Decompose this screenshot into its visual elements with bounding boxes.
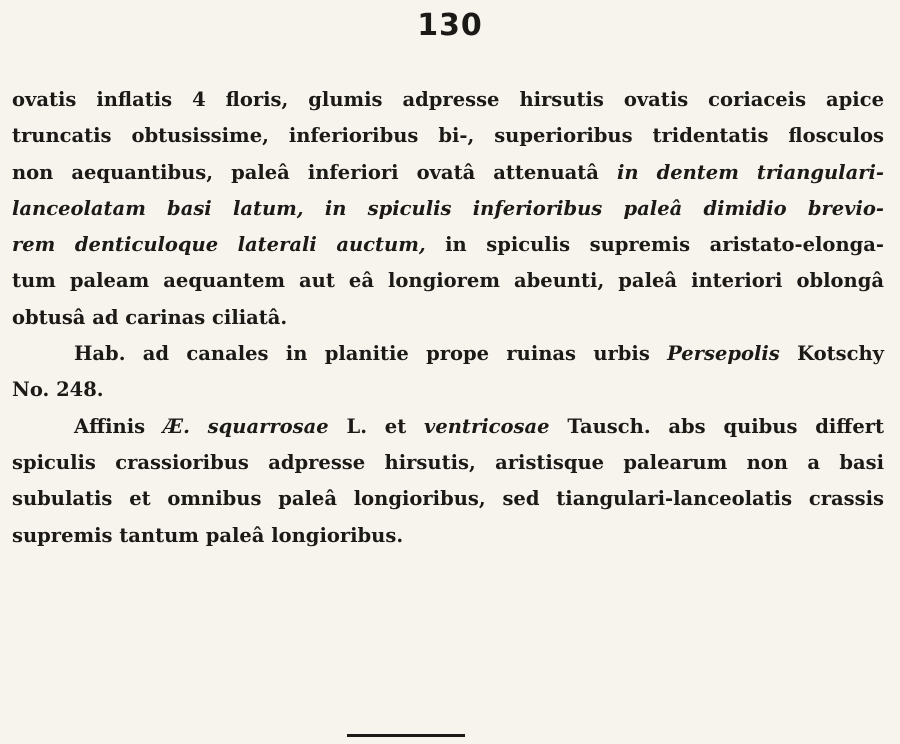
page-number: 130	[417, 8, 483, 43]
text-segment: in spiculis supremis aristato-elonga-	[425, 233, 884, 257]
text-segment: supremis tantum paleâ longioribus.	[12, 523, 404, 547]
text-segment: Tausch. abs quibus differt	[549, 414, 885, 438]
text-segment: subulatis et omnibus paleâ longioribus, sed tiangulari-lanceolatis crassis	[12, 487, 884, 511]
italic-text: lanceolatam basi latum, in spiculis inferioribus paleâ dimidio brevio-	[12, 196, 884, 220]
text-line	[12, 445, 884, 481]
text-segment: truncatis obtusissime, inferioribus bi-, superioribus tridentatis flosculos	[12, 124, 884, 148]
text-segment: L. et	[328, 414, 425, 438]
text-line	[12, 518, 884, 554]
italic-text: ventricosae	[424, 414, 550, 438]
text-segment: non aequantibus, paleâ inferiori ovatâ attenuatâ	[12, 160, 617, 184]
italic-text: Persepolis	[667, 342, 780, 366]
text-segment: No. 248.	[12, 378, 104, 402]
text-segment: tum paleam aequantem aut eâ longiorem abeunti, paleâ interiori oblongâ	[12, 269, 884, 293]
text-segment: Hab. ad canales in planitie prope ruinas urbis	[74, 342, 668, 366]
text-line	[12, 227, 884, 263]
text-segment: ovatis inflatis 4 floris, glumis adpresse hirsutis ovatis coriaceis apice	[12, 88, 884, 111]
text-line	[12, 481, 884, 517]
text-line	[12, 336, 884, 372]
text-line	[12, 155, 884, 191]
text-line	[12, 372, 884, 408]
text-line	[12, 82, 884, 118]
text-segment: Affinis	[74, 414, 163, 438]
italic-text: in dentem triangulari-	[616, 160, 885, 184]
text-line	[12, 300, 884, 336]
text-line	[12, 118, 884, 154]
text-segment: spiculis crassioribus adpresse hirsutis, aristisque palearum non a basi	[12, 450, 884, 474]
text-line	[12, 191, 884, 227]
text-segment: obtusâ ad carinas ciliatâ.	[12, 305, 288, 329]
body-text	[12, 82, 884, 554]
text-segment: Kotschy	[779, 342, 884, 366]
text-line	[12, 409, 884, 445]
italic-text: rem denticuloque laterali auctum,	[12, 233, 426, 257]
footer-rule	[347, 734, 465, 737]
italic-text: Æ. squarrosae	[162, 414, 329, 438]
text-line	[12, 263, 884, 299]
